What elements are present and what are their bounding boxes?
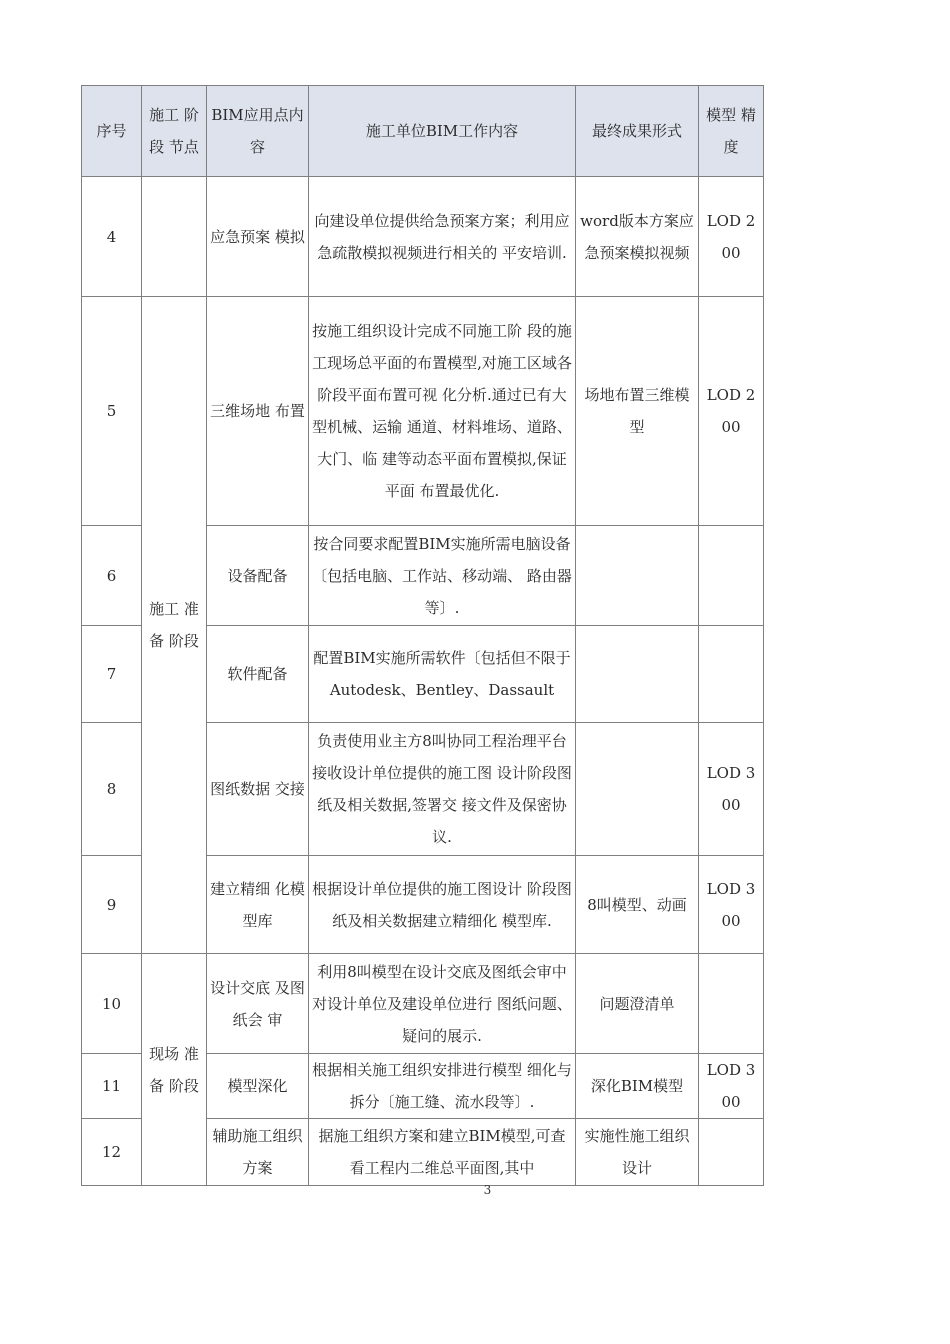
header-stage: 施工 阶段 节点 [142, 86, 207, 177]
cell-result: 实施性施工组织设计 [576, 1119, 699, 1186]
cell-work: 配置BIM实施所需软件〔包括但不限于 Autodesk、Bentley、Dassault [309, 626, 576, 723]
cell-point: 三维场地 布置 [207, 297, 309, 526]
cell-seq: 5 [82, 297, 142, 526]
cell-result: 问题澄清单 [576, 954, 699, 1054]
cell-lod [699, 954, 764, 1054]
cell-result: 深化BIM模型 [576, 1054, 699, 1119]
cell-work: 向建设单位提供给急预案方案；利用应急疏散模拟视频进行相关的 平安培训. [309, 177, 576, 297]
cell-point: 建立精细 化模型库 [207, 856, 309, 954]
cell-lod: LOD 300 [699, 856, 764, 954]
cell-lod [699, 526, 764, 626]
cell-seq: 6 [82, 526, 142, 626]
header-point: BIM应用点内容 [207, 86, 309, 177]
cell-point: 辅助施工组织方案 [207, 1119, 309, 1186]
cell-work: 负责使用业主方8叫协同工程治理平台接收设计单位提供的施工图 设计阶段图纸及相关数据,签署交 接文件及保密协议. [309, 723, 576, 856]
table-row [82, 954, 764, 1054]
cell-result: 8叫模型、动画 [576, 856, 699, 954]
cell-lod: LOD 200 [699, 297, 764, 526]
cell-stage-empty [142, 177, 207, 297]
cell-point: 应急预案 模拟 [207, 177, 309, 297]
cell-result [576, 723, 699, 856]
cell-point: 图纸数据 交接 [207, 723, 309, 856]
cell-point: 设计交底 及图纸会 审 [207, 954, 309, 1054]
cell-seq: 12 [82, 1119, 142, 1186]
header-work: 施工单位BIM工作内容 [309, 86, 576, 177]
cell-lod: LOD 300 [699, 1054, 764, 1119]
page-number: 3 [483, 1183, 492, 1197]
header-lod: 模型 精度 [699, 86, 764, 177]
cell-seq: 10 [82, 954, 142, 1054]
table-row [82, 177, 764, 297]
cell-work: 根据设计单位提供的施工图设计 阶段图纸及相关数据建立精细化 模型库. [309, 856, 576, 954]
cell-seq: 11 [82, 1054, 142, 1119]
cell-work: 根据相关施工组织安排进行模型 细化与拆分〔施工缝、流水段等〕. [309, 1054, 576, 1119]
cell-seq: 4 [82, 177, 142, 297]
header-row [82, 86, 764, 177]
cell-result [576, 626, 699, 723]
cell-work: 按施工组织设计完成不同施工阶 段的施工现场总平面的布置模型,对施工区域各阶段平面布置可视 化分析.通过已有大型机械、运输 通道、材料堆场、道路、大门、临 建等动态平面布置模拟,保证平面 布置最优化. [309, 297, 576, 526]
cell-lod: LOD 300 [699, 723, 764, 856]
table-row [82, 297, 764, 526]
header-seq: 序号 [82, 86, 142, 177]
cell-point: 软件配备 [207, 626, 309, 723]
cell-seq: 9 [82, 856, 142, 954]
cell-stage-prep: 施工 准备 阶段 [142, 297, 207, 954]
cell-lod [699, 1119, 764, 1186]
cell-point: 设备配备 [207, 526, 309, 626]
cell-work: 按合同要求配置BIM实施所需电脑设备〔包括电脑、工作站、移动端、 路由器等〕. [309, 526, 576, 626]
cell-seq: 8 [82, 723, 142, 856]
cell-work: 据施工组织方案和建立BIM模型,可查看工程内二维总平面图,其中 [309, 1119, 576, 1186]
cell-result [576, 526, 699, 626]
header-result: 最终成果形式 [576, 86, 699, 177]
cell-lod [699, 626, 764, 723]
cell-result: word版本方案应急预案模拟视频 [576, 177, 699, 297]
cell-result: 场地布置三维模型 [576, 297, 699, 526]
cell-seq: 7 [82, 626, 142, 723]
cell-lod: LOD 200 [699, 177, 764, 297]
cell-point: 模型深化 [207, 1054, 309, 1119]
cell-work: 利用8叫模型在设计交底及图纸会审中对设计单位及建设单位进行 图纸问题、疑问的展示. [309, 954, 576, 1054]
cell-stage-site: 现场 准备 阶段 [142, 954, 207, 1186]
bim-application-table [81, 85, 764, 1186]
